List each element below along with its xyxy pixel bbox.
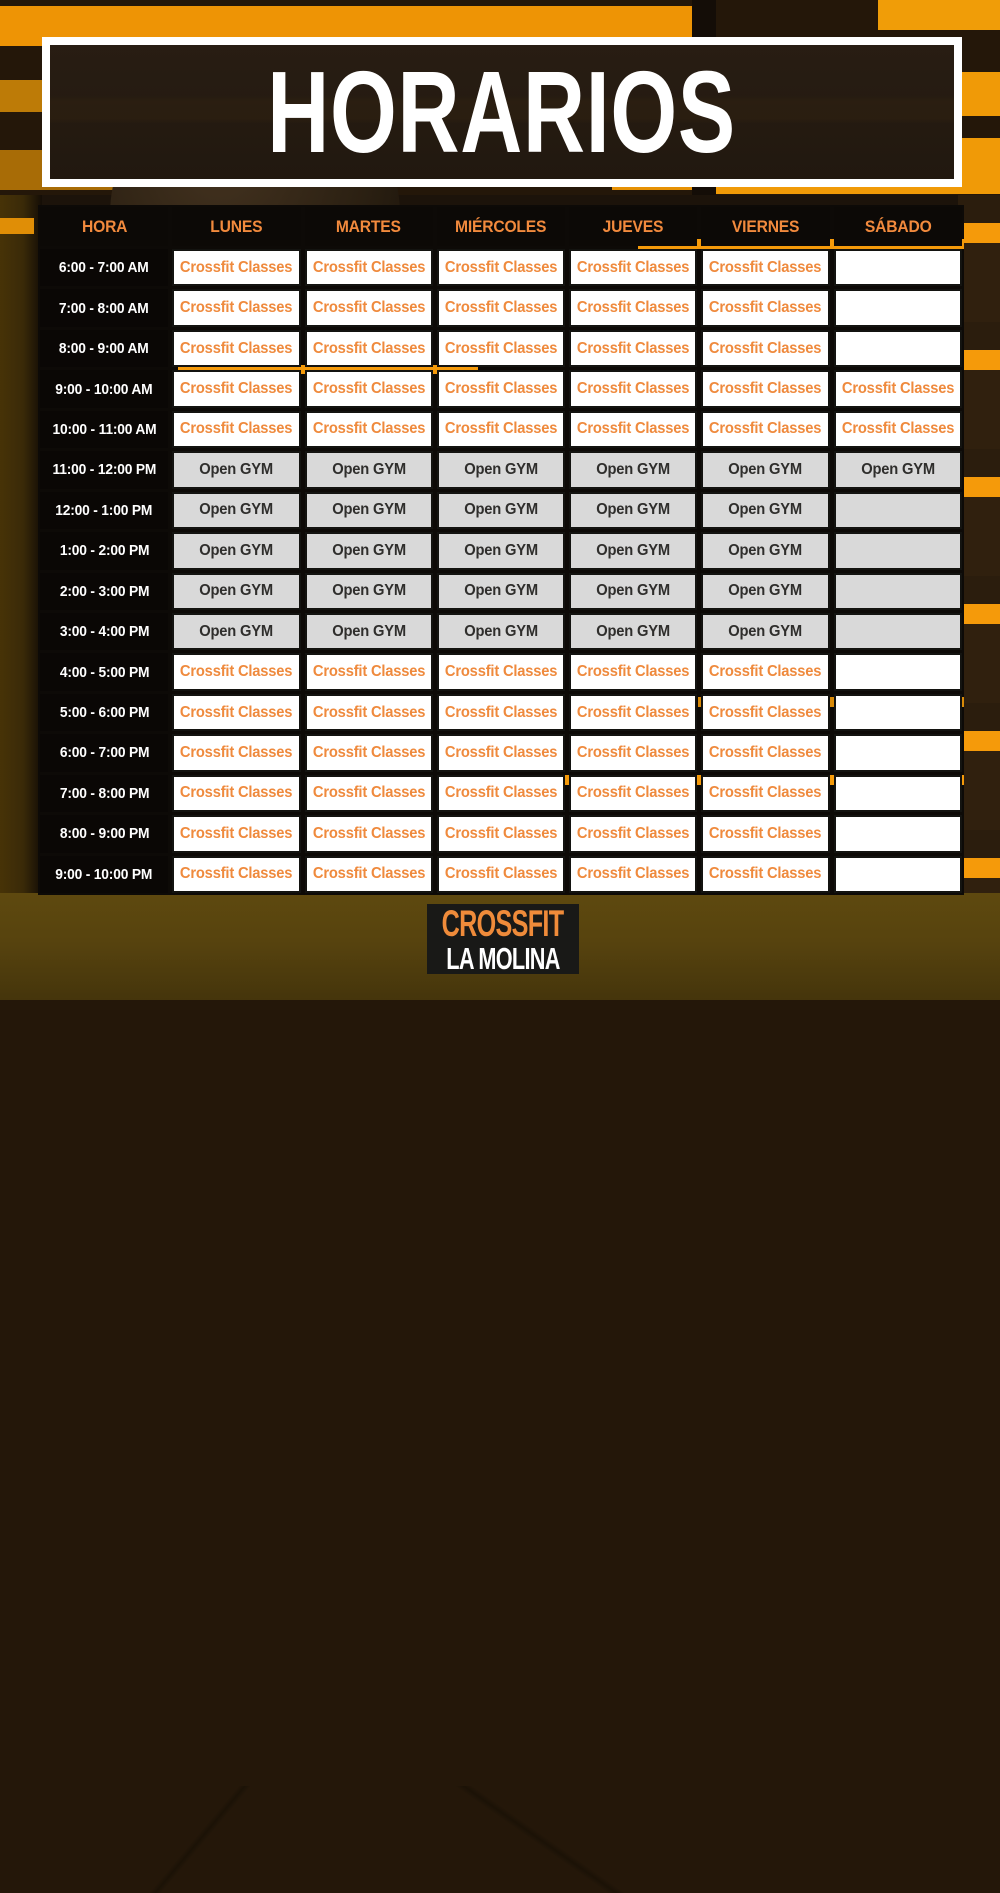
title-banner <box>42 37 962 187</box>
class-cell-crossfit: Crossfit Classes <box>305 734 433 771</box>
class-cell-crossfit: Crossfit Classes <box>437 411 565 448</box>
logo-crossfit-text: CROSSFIT <box>442 902 564 944</box>
class-cell-open-gym: Open GYM <box>437 532 565 569</box>
class-cell-open-gym: Open GYM <box>172 613 300 650</box>
time-cell: 4:00 - 5:00 PM <box>40 653 168 690</box>
page-title: HORARIOS <box>267 47 737 177</box>
header-cell-2: MARTES <box>305 207 433 246</box>
class-cell-open-gym: Open GYM <box>569 532 697 569</box>
class-cell-open-gym: Open GYM <box>569 492 697 529</box>
background-stripe <box>878 0 1000 30</box>
class-cell-open-gym: Open GYM <box>172 451 300 488</box>
class-cell-crossfit: Crossfit Classes <box>172 856 300 893</box>
empty-cell <box>834 694 962 731</box>
time-cell: 6:00 - 7:00 AM <box>40 249 168 286</box>
time-cell: 9:00 - 10:00 AM <box>40 370 168 407</box>
class-cell-crossfit: Crossfit Classes <box>569 775 697 812</box>
class-cell-crossfit: Crossfit Classes <box>305 856 433 893</box>
class-cell-crossfit: Crossfit Classes <box>569 370 697 407</box>
class-cell-crossfit: Crossfit Classes <box>305 694 433 731</box>
class-cell-crossfit: Crossfit Classes <box>305 815 433 852</box>
background-striped-rack <box>958 195 1000 895</box>
class-cell-crossfit: Crossfit Classes <box>172 653 300 690</box>
class-cell-crossfit: Crossfit Classes <box>437 856 565 893</box>
background-left-wall <box>0 195 42 895</box>
class-cell-open-gym: Open GYM <box>701 492 829 529</box>
class-cell-crossfit: Crossfit Classes <box>701 249 829 286</box>
empty-cell <box>834 289 962 326</box>
class-cell-crossfit: Crossfit Classes <box>569 330 697 367</box>
class-cell-crossfit: Crossfit Classes <box>172 289 300 326</box>
class-cell-open-gym: Open GYM <box>305 613 433 650</box>
class-cell-open-gym: Open GYM <box>172 532 300 569</box>
time-cell: 2:00 - 3:00 PM <box>40 573 168 610</box>
class-cell-crossfit: Crossfit Classes <box>437 249 565 286</box>
class-cell-crossfit: Crossfit Classes <box>569 411 697 448</box>
class-cell-open-gym: Open GYM <box>172 492 300 529</box>
class-cell-crossfit: Crossfit Classes <box>305 411 433 448</box>
empty-cell <box>834 573 962 610</box>
class-cell-crossfit: Crossfit Classes <box>305 330 433 367</box>
class-cell-crossfit: Crossfit Classes <box>437 330 565 367</box>
class-cell-crossfit: Crossfit Classes <box>437 694 565 731</box>
class-cell-crossfit: Crossfit Classes <box>701 815 829 852</box>
class-cell-open-gym: Open GYM <box>172 573 300 610</box>
empty-cell <box>834 815 962 852</box>
class-cell-open-gym: Open GYM <box>701 451 829 488</box>
header-cell-0: HORA <box>40 207 168 246</box>
class-cell-crossfit: Crossfit Classes <box>305 775 433 812</box>
class-cell-crossfit: Crossfit Classes <box>834 370 962 407</box>
class-cell-crossfit: Crossfit Classes <box>701 653 829 690</box>
empty-cell <box>834 330 962 367</box>
class-cell-crossfit: Crossfit Classes <box>172 694 300 731</box>
class-cell-crossfit: Crossfit Classes <box>172 249 300 286</box>
class-cell-open-gym: Open GYM <box>305 532 433 569</box>
class-cell-crossfit: Crossfit Classes <box>701 330 829 367</box>
class-cell-crossfit: Crossfit Classes <box>437 815 565 852</box>
empty-cell <box>834 532 962 569</box>
empty-cell <box>834 249 962 286</box>
class-cell-crossfit: Crossfit Classes <box>569 653 697 690</box>
class-cell-open-gym: Open GYM <box>569 613 697 650</box>
empty-cell <box>834 734 962 771</box>
class-cell-crossfit: Crossfit Classes <box>701 694 829 731</box>
class-cell-open-gym: Open GYM <box>437 451 565 488</box>
class-cell-open-gym: Open GYM <box>437 613 565 650</box>
empty-cell <box>834 613 962 650</box>
class-cell-open-gym: Open GYM <box>569 451 697 488</box>
class-cell-open-gym: Open GYM <box>569 573 697 610</box>
time-cell: 3:00 - 4:00 PM <box>40 613 168 650</box>
class-cell-crossfit: Crossfit Classes <box>305 289 433 326</box>
empty-cell <box>834 856 962 893</box>
class-cell-open-gym: Open GYM <box>305 573 433 610</box>
class-cell-crossfit: Crossfit Classes <box>569 289 697 326</box>
floor-seam <box>354 1786 727 1893</box>
time-cell: 5:00 - 6:00 PM <box>40 694 168 731</box>
class-cell-crossfit: Crossfit Classes <box>305 370 433 407</box>
class-cell-crossfit: Crossfit Classes <box>172 330 300 367</box>
header-cell-5: VIERNES <box>701 207 829 246</box>
class-cell-crossfit: Crossfit Classes <box>569 734 697 771</box>
class-cell-open-gym: Open GYM <box>305 492 433 529</box>
class-cell-open-gym: Open GYM <box>834 451 962 488</box>
header-cell-4: JUEVES <box>569 207 697 246</box>
class-cell-crossfit: Crossfit Classes <box>437 370 565 407</box>
header-cell-6: SÁBADO <box>834 207 962 246</box>
class-cell-crossfit: Crossfit Classes <box>437 289 565 326</box>
class-cell-open-gym: Open GYM <box>437 573 565 610</box>
time-cell: 7:00 - 8:00 AM <box>40 289 168 326</box>
class-cell-crossfit: Crossfit Classes <box>437 734 565 771</box>
class-cell-crossfit: Crossfit Classes <box>172 411 300 448</box>
time-cell: 12:00 - 1:00 PM <box>40 492 168 529</box>
time-cell: 9:00 - 10:00 PM <box>40 856 168 893</box>
class-cell-crossfit: Crossfit Classes <box>305 249 433 286</box>
empty-cell <box>834 492 962 529</box>
time-cell: 10:00 - 11:00 AM <box>40 411 168 448</box>
logo-la-molina-text: LA MOLINA <box>446 940 560 976</box>
class-cell-crossfit: Crossfit Classes <box>305 653 433 690</box>
background-stripe <box>0 218 34 234</box>
class-cell-crossfit: Crossfit Classes <box>172 370 300 407</box>
class-cell-crossfit: Crossfit Classes <box>834 411 962 448</box>
class-cell-crossfit: Crossfit Classes <box>172 734 300 771</box>
time-cell: 6:00 - 7:00 PM <box>40 734 168 771</box>
class-cell-open-gym: Open GYM <box>701 613 829 650</box>
class-cell-open-gym: Open GYM <box>701 532 829 569</box>
empty-cell <box>834 775 962 812</box>
class-cell-crossfit: Crossfit Classes <box>569 815 697 852</box>
class-cell-crossfit: Crossfit Classes <box>701 370 829 407</box>
header-cell-1: LUNES <box>172 207 300 246</box>
class-cell-crossfit: Crossfit Classes <box>172 815 300 852</box>
time-cell: 7:00 - 8:00 PM <box>40 775 168 812</box>
time-cell: 1:00 - 2:00 PM <box>40 532 168 569</box>
floor-seam <box>75 1786 325 1893</box>
crossfit-la-molina-logo <box>427 904 579 974</box>
time-cell: 11:00 - 12:00 PM <box>40 451 168 488</box>
class-cell-crossfit: Crossfit Classes <box>437 775 565 812</box>
class-cell-crossfit: Crossfit Classes <box>172 775 300 812</box>
class-cell-crossfit: Crossfit Classes <box>569 249 697 286</box>
class-cell-crossfit: Crossfit Classes <box>701 734 829 771</box>
class-cell-crossfit: Crossfit Classes <box>569 856 697 893</box>
class-cell-crossfit: Crossfit Classes <box>569 694 697 731</box>
schedule-table <box>40 207 962 893</box>
class-cell-open-gym: Open GYM <box>701 573 829 610</box>
class-cell-open-gym: Open GYM <box>305 451 433 488</box>
class-cell-open-gym: Open GYM <box>437 492 565 529</box>
class-cell-crossfit: Crossfit Classes <box>437 653 565 690</box>
time-cell: 8:00 - 9:00 AM <box>40 330 168 367</box>
empty-cell <box>834 653 962 690</box>
class-cell-crossfit: Crossfit Classes <box>701 411 829 448</box>
header-cell-3: MIÉRCOLES <box>437 207 565 246</box>
class-cell-crossfit: Crossfit Classes <box>701 775 829 812</box>
time-cell: 8:00 - 9:00 PM <box>40 815 168 852</box>
class-cell-crossfit: Crossfit Classes <box>701 289 829 326</box>
class-cell-crossfit: Crossfit Classes <box>701 856 829 893</box>
